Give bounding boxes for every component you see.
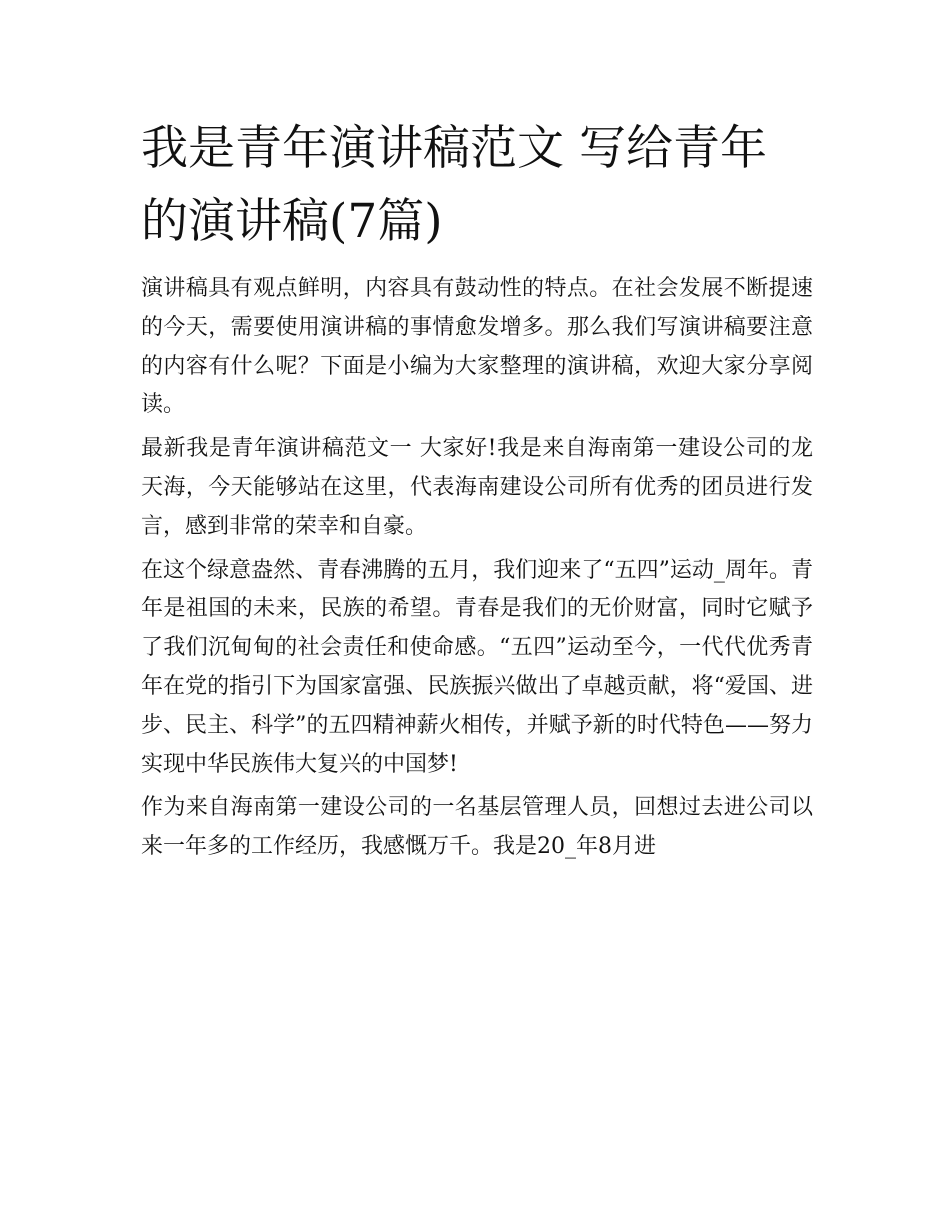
paragraph-may-fourth: 在这个绿意盎然、青春沸腾的五月，我们迎来了“五四”运动_周年。青年是祖国的未来，民族的希望。青春是我们的无价财富，同时它赋予了我们沉甸甸的社会责任和使命感。“五四”运动至今，一代代优秀青年在党的指引下为国家富强、民族振兴做出了卓越贡献，将“爱国、进步、民主、科学”的五四精神薪火相传，并赋予新的时代特色——努力实现中华民族伟大复兴的中国梦! xyxy=(141,557,813,777)
paragraph-intro: 演讲稿具有观点鲜明，内容具有鼓动性的特点。在社会发展不断提速的今天，需要使用演讲稿的事情愈发增多。那么我们写演讲稿要注意的内容有什么呢？下面是小编为大家整理的演讲稿，欢迎大家分享阅读。 xyxy=(141,276,813,418)
paragraph-experience: 作为来自海南第一建设公司的一名基层管理人员，回想过去进公司以来一年多的工作经历，我感慨万千。我是20_年8月进 xyxy=(141,795,813,860)
paragraph-greeting: 最新我是青年演讲稿范文一 大家好!我是来自海南第一建设公司的龙天海，今天能够站在这里，代表海南建设公司所有优秀的团员进行发言，感到非常的荣幸和自豪。 xyxy=(141,436,813,539)
document-page xyxy=(141,112,813,872)
document-title: 我是青年演讲稿范文 写给青年的演讲稿(7篇) xyxy=(141,121,767,249)
